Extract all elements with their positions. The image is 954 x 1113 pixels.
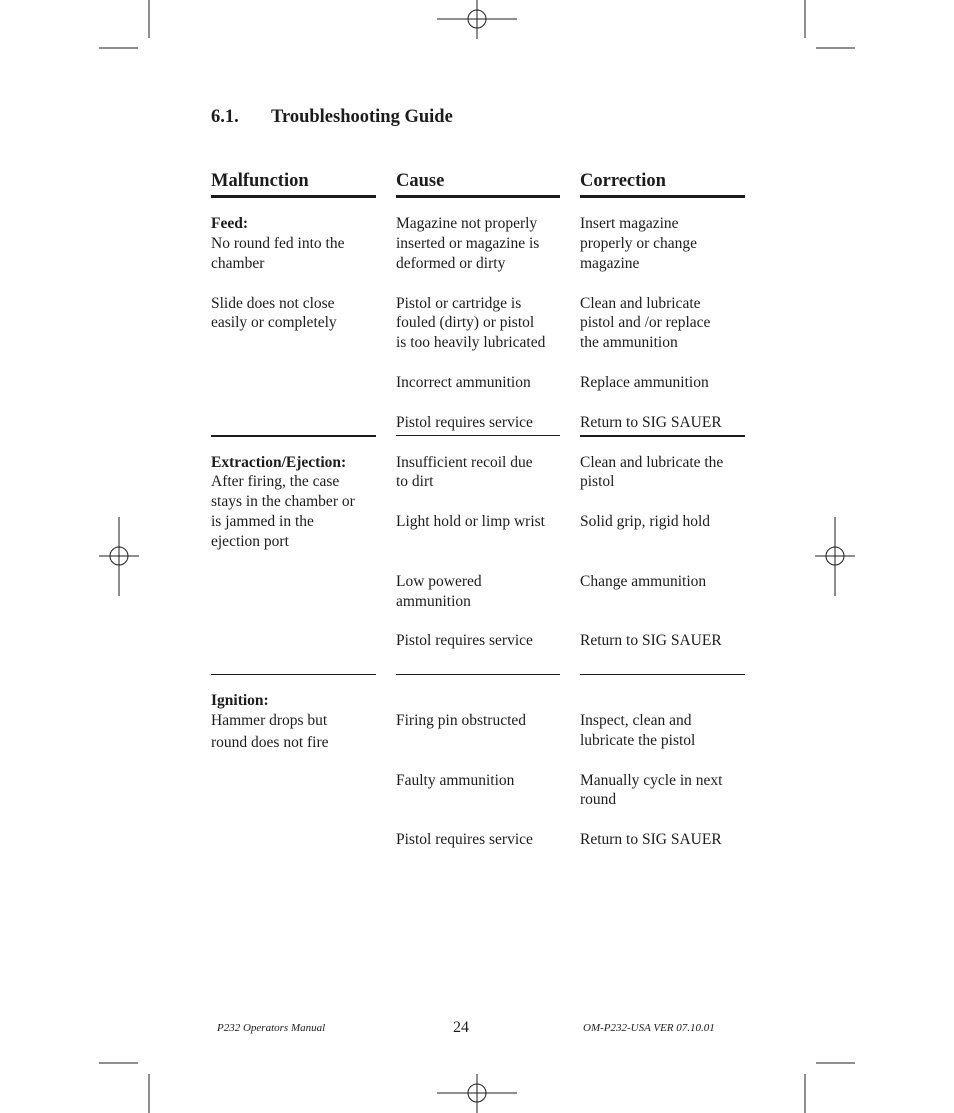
correction-text: Return to SIG SAUER xyxy=(580,414,722,431)
header-rule xyxy=(396,195,560,198)
correction-text: pistol xyxy=(580,473,615,490)
malfunction-text: Hammer drops but xyxy=(211,712,328,729)
correction-text: properly or change xyxy=(580,235,698,252)
correction-text: Manually cycle in next xyxy=(580,772,723,789)
cause-text: Light hold or limp wrist xyxy=(396,513,545,530)
correction-text: magazine xyxy=(580,255,640,272)
malfunction-text: After firing, the case xyxy=(211,473,340,490)
malfunction-text: round does not fire xyxy=(211,734,329,751)
malfunction-text: is jammed in the xyxy=(211,513,314,530)
section-rule xyxy=(396,435,560,436)
malfunction-text: stays in the chamber or xyxy=(211,493,355,510)
correction-text: Return to SIG SAUER xyxy=(580,831,722,848)
column-header-correction: Correction xyxy=(580,171,666,191)
cause-text: Pistol requires service xyxy=(396,414,533,431)
section-rule xyxy=(211,435,376,437)
page-number: 24 xyxy=(453,1019,469,1036)
cause-text: inserted or magazine is xyxy=(396,235,540,252)
footer-manual-title: P232 Operators Manual xyxy=(217,1022,326,1034)
correction-text: Clean and lubricate the xyxy=(580,454,724,471)
cause-text: Magazine not properly xyxy=(396,215,538,232)
cause-text: Pistol requires service xyxy=(396,831,533,848)
malfunction-category-feed: Feed: xyxy=(211,215,249,232)
column-header-cause: Cause xyxy=(396,171,445,191)
section-rule xyxy=(396,674,560,675)
malfunction-text: easily or completely xyxy=(211,314,337,331)
correction-text: Clean and lubricate xyxy=(580,295,701,312)
section-rule xyxy=(580,674,745,675)
correction-text: round xyxy=(580,791,617,808)
footer-version: OM-P232-USA VER 07.10.01 xyxy=(583,1022,715,1034)
section-rule xyxy=(211,674,376,675)
malfunction-text: Slide does not close xyxy=(211,295,335,312)
malfunction-text: ejection port xyxy=(211,533,289,550)
correction-text: Return to SIG SAUER xyxy=(580,632,722,649)
malfunction-text: No round fed into the xyxy=(211,235,345,252)
cause-text: Pistol or cartridge is xyxy=(396,295,522,312)
header-rule xyxy=(211,195,376,198)
correction-text: lubricate the pistol xyxy=(580,732,696,749)
section-number: 6.1. xyxy=(211,107,239,127)
cause-text: deformed or dirty xyxy=(396,255,506,272)
cause-text: to dirt xyxy=(396,473,434,490)
malfunction-category-extraction: Extraction/Ejection: xyxy=(211,454,347,471)
column-header-malfunction: Malfunction xyxy=(211,171,309,191)
cause-text: Pistol requires service xyxy=(396,632,533,649)
correction-text: Solid grip, rigid hold xyxy=(580,513,711,530)
registration-mark-right xyxy=(815,517,855,596)
correction-text: Inspect, clean and xyxy=(580,712,692,729)
cause-text: Faulty ammunition xyxy=(396,772,515,789)
registration-mark-top xyxy=(437,0,517,39)
cause-text: fouled (dirty) or pistol xyxy=(396,314,535,331)
cause-text: Incorrect ammunition xyxy=(396,374,531,391)
cause-text: Insufficient recoil due xyxy=(396,454,533,471)
correction-text: Change ammunition xyxy=(580,573,707,590)
correction-text: the ammunition xyxy=(580,334,678,351)
malfunction-category-ignition: Ignition: xyxy=(211,692,269,709)
correction-text: Insert magazine xyxy=(580,215,679,232)
correction-text: Replace ammunition xyxy=(580,374,709,391)
section-rule xyxy=(580,435,745,437)
cause-text: ammunition xyxy=(396,593,471,610)
cause-text: Firing pin obstructed xyxy=(396,712,527,729)
correction-text: pistol and /or replace xyxy=(580,314,711,331)
cause-text: Low powered xyxy=(396,573,482,590)
malfunction-text: chamber xyxy=(211,255,265,272)
header-rule xyxy=(580,195,745,198)
registration-mark-left xyxy=(99,517,139,596)
registration-mark-bottom xyxy=(437,1074,517,1113)
section-title: Troubleshooting Guide xyxy=(271,107,453,127)
cause-text: is too heavily lubricated xyxy=(396,334,546,351)
